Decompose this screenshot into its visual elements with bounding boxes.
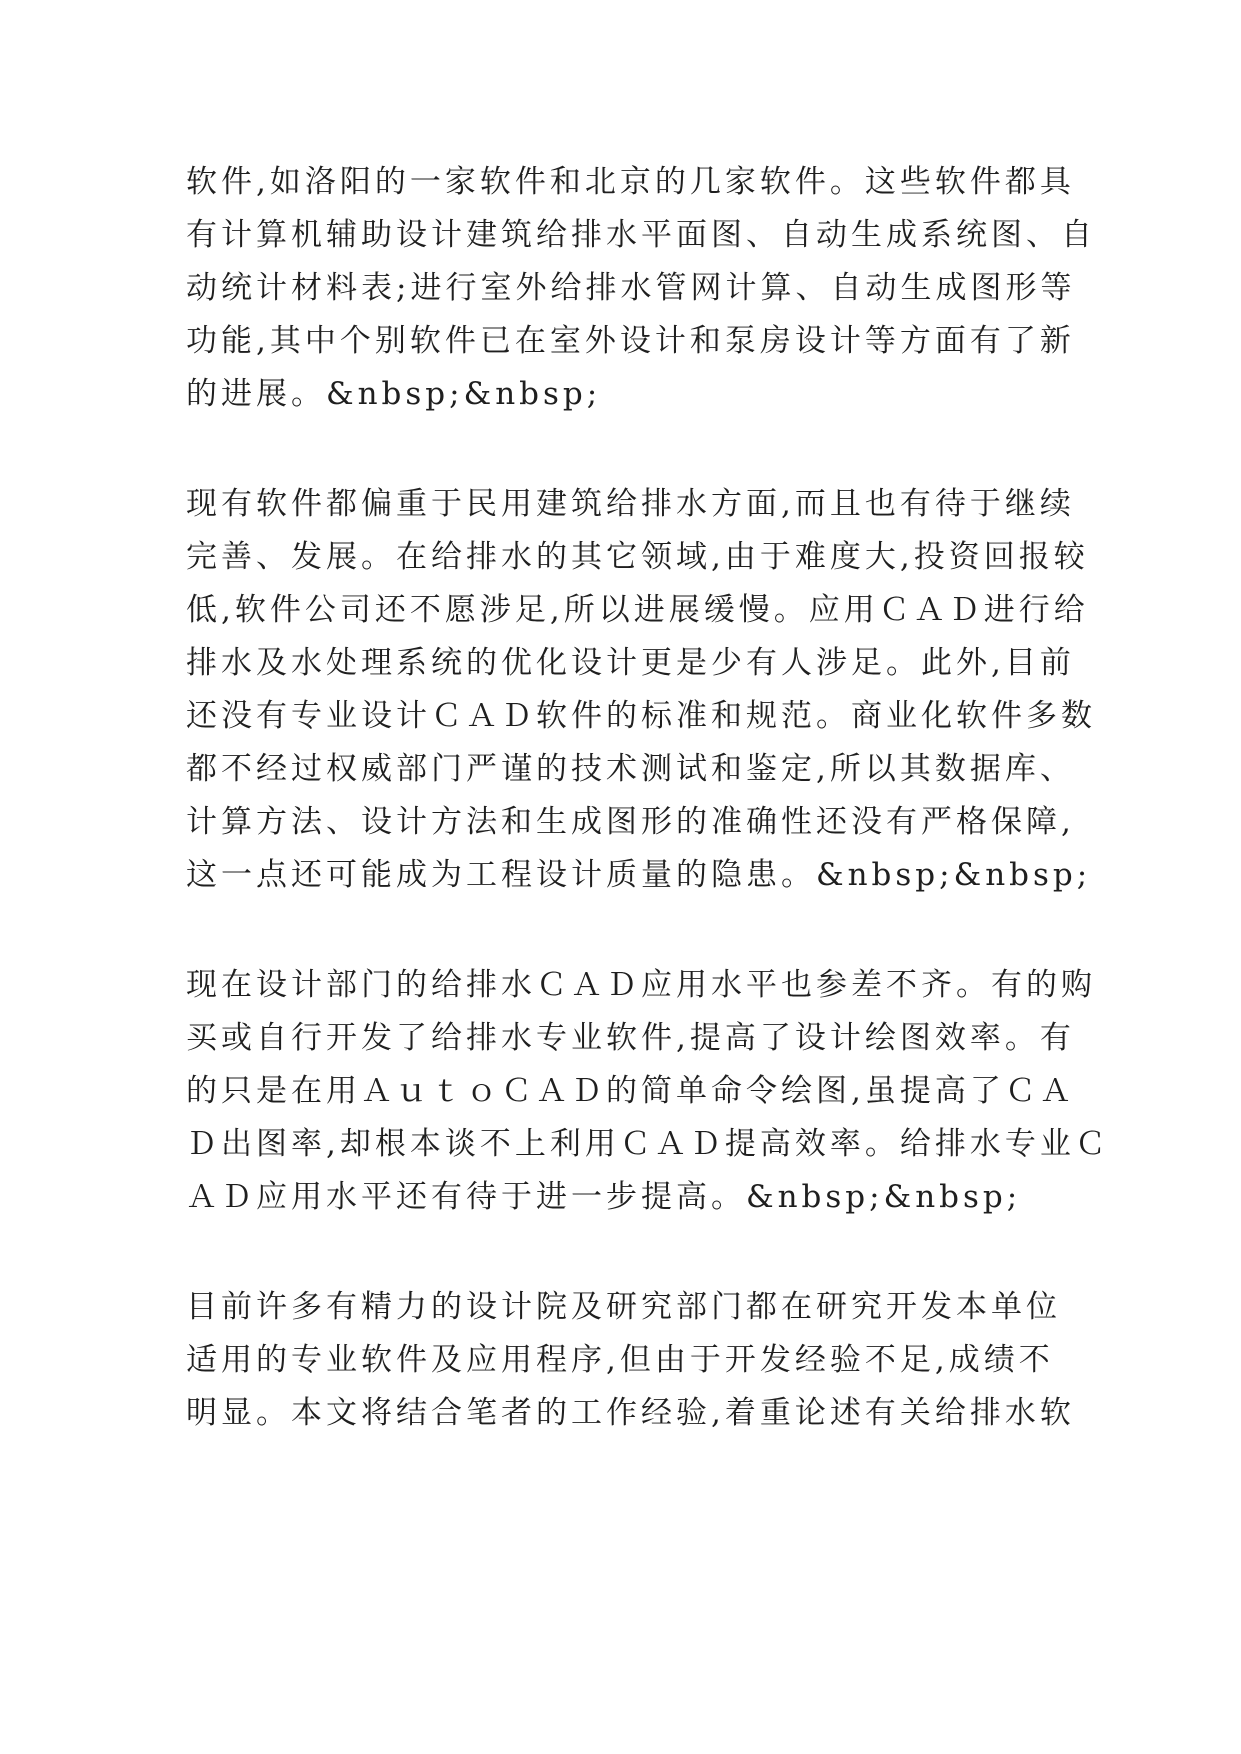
text-line: 有计算机辅助设计建筑给排水平面图、自动生成系统图、自 <box>186 217 1096 253</box>
text-line: 计算方法、设计方法和生成图形的准确性还没有严格保障, <box>186 804 1075 840</box>
text-line: 明显。本文将结合笔者的工作经验,着重论述有关给排水软 <box>186 1395 1075 1431</box>
text-line: ＡＤ应用水平还有待于进一步提高。&nbsp;&nbsp; <box>186 1179 1022 1215</box>
text-line: 软件,如洛阳的一家软件和北京的几家软件。这些软件都具 <box>186 164 1075 200</box>
text-line: 都不经过权威部门严谨的技术测试和鉴定,所以其数据库、 <box>186 751 1075 787</box>
text-line: 现在设计部门的给排水ＣＡＤ应用水平也参差不齐。有的购 <box>186 967 1096 1003</box>
paragraph-software-progress <box>186 156 1096 421</box>
text-line: 低,软件公司还不愿涉足,所以进展缓慢。应用ＣＡＤ进行给 <box>186 592 1089 628</box>
text-line: 目前许多有精力的设计院及研究部门都在研究开发本单位 <box>186 1289 1061 1325</box>
text-line: 排水及水处理系统的优化设计更是少有人涉足。此外,目前 <box>186 645 1075 681</box>
text-line: 的进展。&nbsp;&nbsp; <box>186 376 602 412</box>
text-line: 适用的专业软件及应用程序,但由于开发经验不足,成绩不 <box>186 1342 1054 1378</box>
paragraph-existing-software <box>186 478 1096 902</box>
text-line: Ｄ出图率,却根本谈不上利用ＣＡＤ提高效率。给排水专业Ｃ <box>186 1126 1110 1162</box>
paragraph-research-development <box>186 1281 1075 1440</box>
text-line: 买或自行开发了给排水专业软件,提高了设计绘图效率。有 <box>186 1020 1075 1056</box>
text-line: 功能,其中个别软件已在室外设计和泵房设计等方面有了新 <box>186 323 1075 359</box>
text-line: 的只是在用ＡｕｔｏＣＡＤ的简单命令绘图,虽提高了ＣＡ <box>186 1073 1075 1109</box>
body-text <box>186 156 1110 1497</box>
text-line: 动统计材料表;进行室外给排水管网计算、自动生成图形等 <box>186 270 1076 306</box>
text-line: 现有软件都偏重于民用建筑给排水方面,而且也有待于继续 <box>186 486 1075 522</box>
paragraph-cad-application-level <box>186 959 1110 1224</box>
text-line: 完善、发展。在给排水的其它领域,由于难度大,投资回报较 <box>186 539 1089 575</box>
text-line: 还没有专业设计ＣＡＤ软件的标准和规范。商业化软件多数 <box>186 698 1096 734</box>
text-line: 这一点还可能成为工程设计质量的隐患。&nbsp;&nbsp; <box>186 857 1092 893</box>
